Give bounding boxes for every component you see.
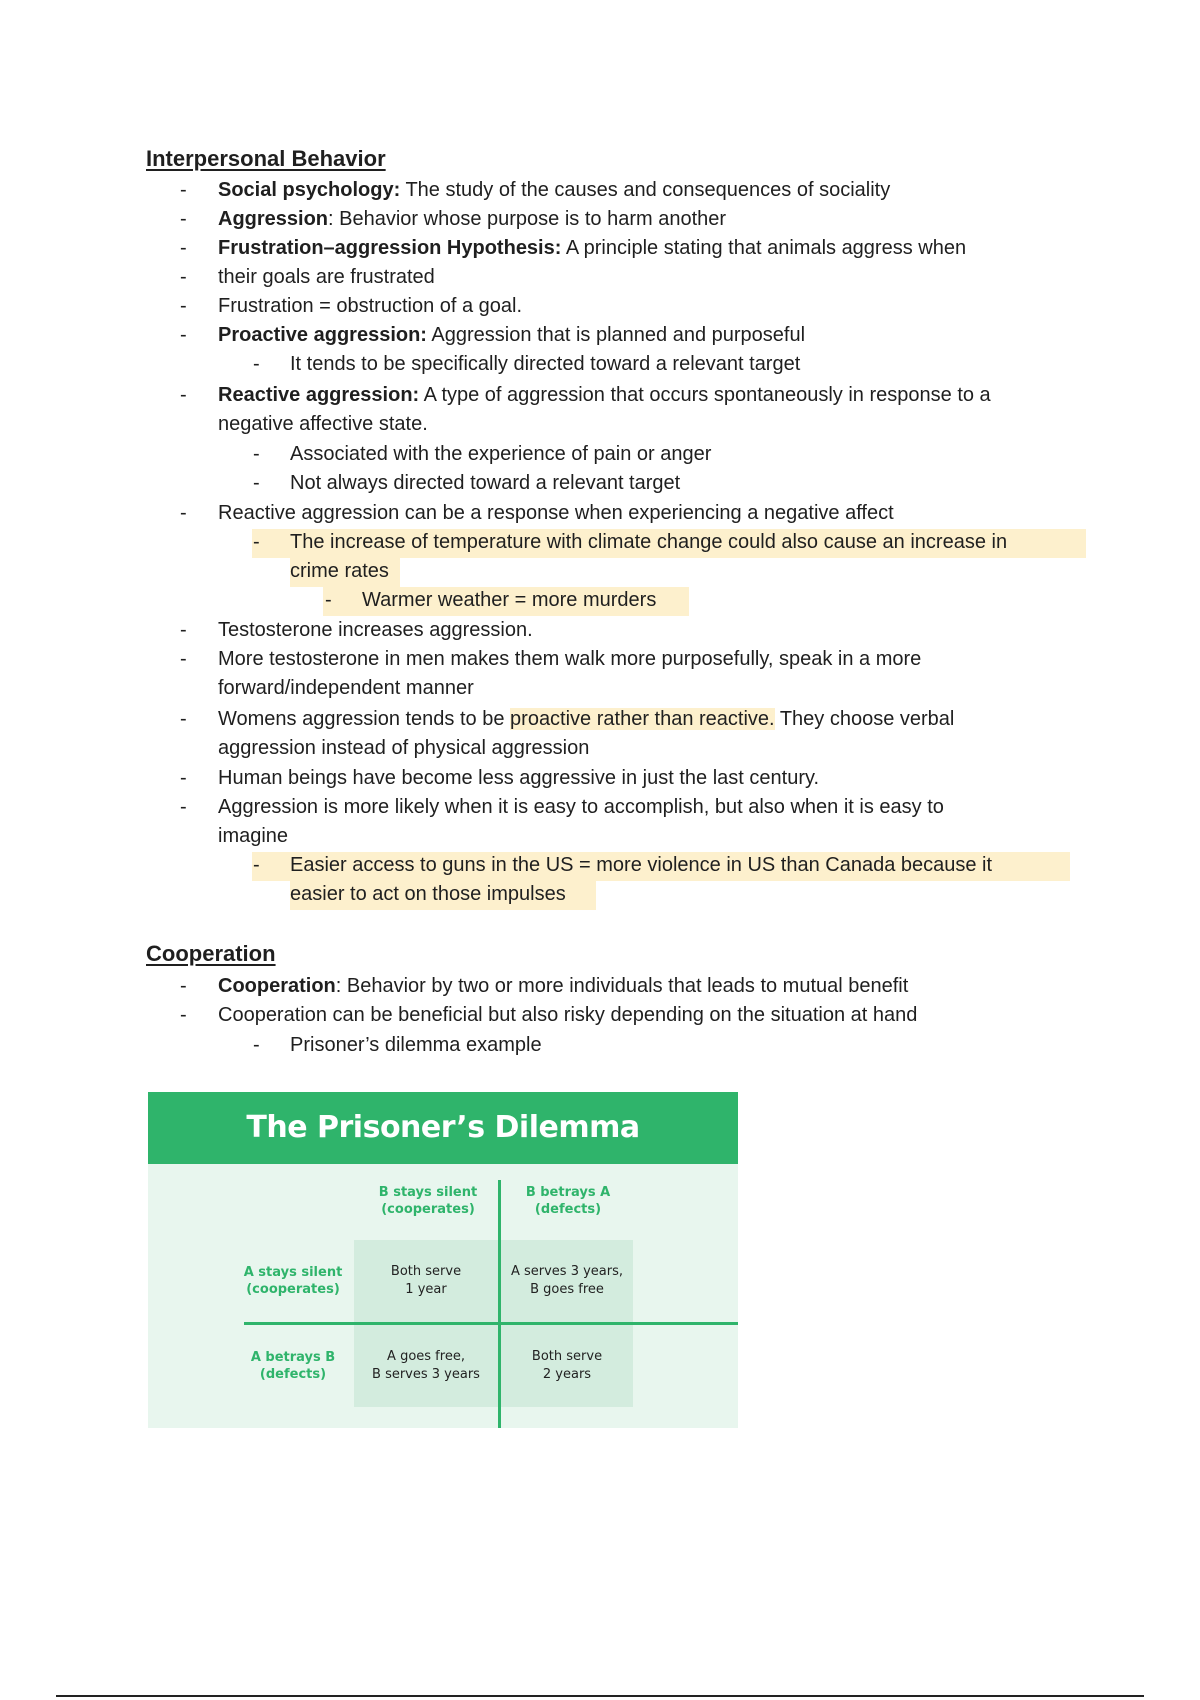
item-cooperation-definition: Cooperation: Behavior by two or more individuals that leads to mutual benefit — [218, 975, 909, 997]
term-frustration-hypothesis: Frustration–aggression Hypothesis: — [218, 237, 562, 259]
bullet-dash: - — [180, 975, 187, 997]
page-bottom-rule — [56, 1695, 1144, 1697]
bullet-dash: - — [180, 648, 187, 670]
term-reactive-aggression: Reactive aggression: — [218, 384, 420, 406]
bullet-dash: - — [253, 472, 260, 494]
bullet-dash: - — [253, 353, 260, 375]
item-frustration: Frustration = obstruction of a goal. — [218, 295, 523, 317]
payoff-both-betray: Both serve 2 years — [531, 1349, 603, 1382]
payoff-a-betrays-b-silent: A goes free, B serves 3 years — [372, 1349, 480, 1382]
item-aggression: Aggression: Behavior whose purpose is to harm another — [218, 208, 727, 230]
prisoners-dilemma-figure — [148, 1092, 738, 1428]
bullet-dash: - — [253, 854, 260, 876]
bullet-dash: - — [180, 208, 187, 230]
figure-title: The Prisoner’s Dilemma — [246, 1110, 640, 1145]
bullet-dash: - — [180, 295, 187, 317]
item-testosterone: Testosterone increases aggression. — [218, 619, 533, 641]
item-womens-aggression-cont: aggression instead of physical aggression — [218, 737, 590, 759]
subitem-temperature-crime: The increase of temperature with climate change could also cause an increase in — [290, 531, 1008, 553]
subitem-prisoners-dilemma-example: Prisoner’s dilemma example — [290, 1034, 542, 1056]
bullet-dash: - — [180, 796, 187, 818]
section-heading-interpersonal-behavior: Interpersonal Behavior — [146, 146, 386, 171]
subitem-not-directed: Not always directed toward a relevant target — [290, 472, 681, 494]
payoff-a-silent-b-betrays: A serves 3 years, B goes free — [510, 1264, 624, 1297]
item-men-testosterone: More testosterone in men makes them walk more purposefully, speak in a more — [218, 648, 922, 670]
item-men-testosterone-cont: forward/independent manner — [218, 677, 474, 699]
item-cooperation-risky: Cooperation can be beneficial but also risky depending on the situation at hand — [218, 1004, 918, 1026]
row-header-a-silent: A stays silent (cooperates) — [243, 1265, 343, 1297]
col-header-b-silent: B stays silent (cooperates) — [378, 1185, 478, 1217]
bullet-dash: - — [180, 179, 187, 201]
item-womens-aggression: Womens aggression tends to be proactive rather than reactive. They choose verbal — [218, 708, 955, 730]
bullet-dash: - — [253, 1034, 260, 1056]
figure-header — [148, 1092, 738, 1164]
item-more-likely-cont: imagine — [218, 825, 289, 847]
item-reactive-aggression: Reactive aggression: A type of aggression that occurs spontaneously in response to a — [218, 384, 991, 406]
row-header-a-betrays: A betrays B (defects) — [250, 1350, 336, 1382]
bullet-dash: - — [180, 502, 187, 524]
term-social-psychology: Social psychology: — [218, 179, 401, 201]
grid-horizontal-line — [244, 1322, 738, 1325]
bullet-dash: - — [180, 384, 187, 406]
subitem-temperature-crime-cont: crime rates — [290, 560, 389, 582]
bullet-dash: - — [180, 619, 187, 641]
bullet-dash: - — [325, 589, 332, 611]
grid-vertical-line — [498, 1180, 501, 1428]
item-frustration-hypothesis-cont: their goals are frustrated — [218, 266, 435, 288]
term-aggression: Aggression — [218, 208, 329, 230]
section-heading-cooperation: Cooperation — [146, 941, 276, 966]
bullet-dash: - — [180, 324, 187, 346]
subitem-proactive-target: It tends to be specifically directed toward a relevant target — [290, 353, 801, 375]
item-social-psychology: Social psychology: The study of the causes and consequences of sociality — [218, 179, 891, 201]
bullet-dash: - — [180, 1004, 187, 1026]
bullet-dash: - — [180, 708, 187, 730]
bullet-dash: - — [180, 767, 187, 789]
bullet-dash: - — [180, 266, 187, 288]
subitem-pain-anger: Associated with the experience of pain or anger — [290, 443, 712, 465]
payoff-both-silent: Both serve 1 year — [390, 1264, 462, 1297]
item-frustration-hypothesis: Frustration–aggression Hypothesis: A principle stating that animals aggress when — [218, 237, 967, 259]
bullet-dash: - — [253, 443, 260, 465]
item-reactive-aggression-cont: negative affective state. — [218, 413, 428, 435]
subitem-guns: Easier access to guns in the US = more violence in US than Canada because it — [290, 854, 993, 876]
bullet-dash: - — [180, 237, 187, 259]
subitem-warmer-weather: Warmer weather = more murders — [362, 589, 657, 611]
subitem-guns-cont: easier to act on those impulses — [290, 883, 566, 905]
highlight-proactive: proactive rather than reactive. — [510, 708, 775, 730]
col-header-b-betrays: B betrays A (defects) — [525, 1185, 611, 1217]
term-proactive-aggression: Proactive aggression: — [218, 324, 427, 346]
term-cooperation: Cooperation — [218, 975, 336, 997]
item-proactive-aggression: Proactive aggression: Aggression that is planned and purposeful — [218, 324, 806, 346]
item-more-likely: Aggression is more likely when it is easy to accomplish, but also when it is easy to — [218, 796, 944, 818]
bullet-dash: - — [253, 531, 260, 553]
item-less-aggressive: Human beings have become less aggressive in just the last century. — [218, 767, 820, 789]
item-reactive-negative-affect: Reactive aggression can be a response when experiencing a negative affect — [218, 502, 894, 524]
